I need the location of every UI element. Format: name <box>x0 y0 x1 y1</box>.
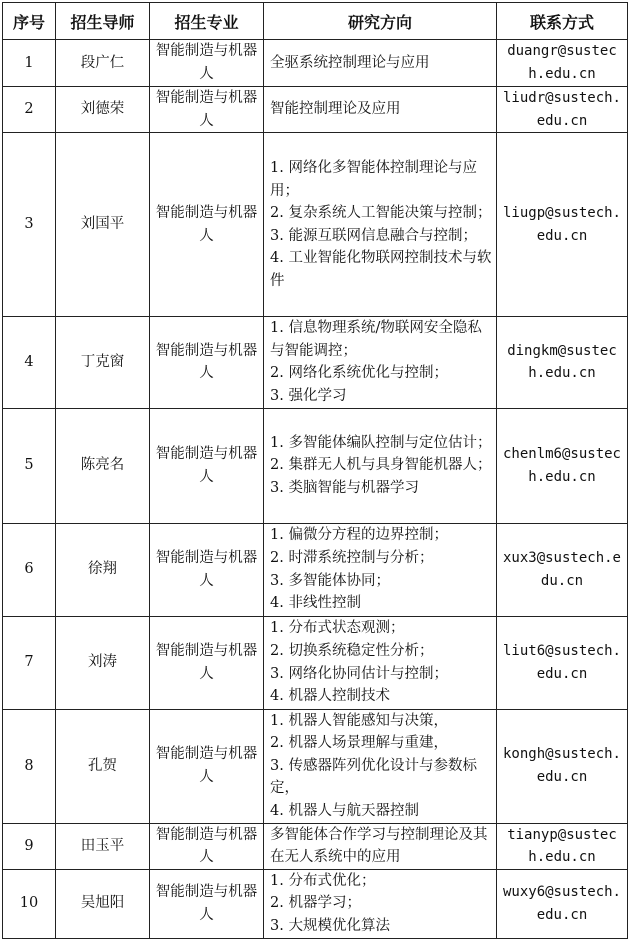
direction-item: 3. 能源互联网信息融合与控制； <box>270 227 477 244</box>
major-name: 智能制造与机器人 <box>150 616 264 709</box>
direction-item: 4. 机器人与航天器控制 <box>270 802 419 819</box>
direction-item: 3. 强化学习 <box>270 387 347 404</box>
direction-item: 1. 网络化多智能体控制理论与应用； <box>270 159 477 199</box>
contact-email: xux3@sustech.edu.cn <box>497 523 628 616</box>
major-name: 智能制造与机器人 <box>150 709 264 823</box>
direction-item: 1. 分布式优化； <box>270 872 376 889</box>
major-name: 智能制造与机器人 <box>150 523 264 616</box>
major-name: 智能制造与机器人 <box>150 87 264 133</box>
supervisor-name: 段广仁 <box>56 40 150 87</box>
direction-item: 智能控制理论及应用 <box>270 101 401 118</box>
supervisor-name: 刘国平 <box>56 133 150 317</box>
contact-email: liudr@sustech.edu.cn <box>497 87 628 133</box>
table-header-row <box>3 3 628 40</box>
supervisor-name: 孔贺 <box>56 709 150 823</box>
header-major: 招生专业 <box>150 3 264 40</box>
header-contact: 联系方式 <box>497 3 628 40</box>
row-number: 7 <box>3 616 56 709</box>
research-direction <box>264 616 497 709</box>
supervisor-name: 陈亮名 <box>56 408 150 523</box>
contact-email: liut6@sustech.edu.cn <box>497 616 628 709</box>
row-number: 8 <box>3 709 56 823</box>
supervisor-name: 刘涛 <box>56 616 150 709</box>
direction-item: 2. 复杂系统人工智能决策与控制； <box>270 205 492 222</box>
research-direction <box>264 523 497 616</box>
direction-item: 4. 机器人控制技术 <box>270 688 390 705</box>
research-direction <box>264 317 497 408</box>
table-row <box>3 40 628 87</box>
table-row <box>3 87 628 133</box>
major-name: 智能制造与机器人 <box>150 869 264 938</box>
table-row <box>3 616 628 709</box>
supervisor-table <box>2 2 628 939</box>
contact-email: liugp@sustech.edu.cn <box>497 133 628 317</box>
direction-item: 3. 类脑智能与机器学习 <box>270 479 419 496</box>
direction-item: 1. 机器人智能感知与决策， <box>270 712 448 729</box>
table-row <box>3 408 628 523</box>
row-number: 6 <box>3 523 56 616</box>
supervisor-name: 田玉平 <box>56 823 150 869</box>
direction-item: 2. 网络化系统优化与控制； <box>270 365 448 382</box>
contact-email: dingkm@sustech.edu.cn <box>497 317 628 408</box>
research-direction <box>264 87 497 133</box>
row-number: 10 <box>3 869 56 938</box>
row-number: 4 <box>3 317 56 408</box>
supervisor-name: 刘德荣 <box>56 87 150 133</box>
direction-item: 1. 信息物理系统/物联网安全隐私与智能调控； <box>270 320 482 359</box>
table-row <box>3 823 628 869</box>
major-name: 智能制造与机器人 <box>150 823 264 869</box>
table-row <box>3 869 628 938</box>
major-name: 智能制造与机器人 <box>150 133 264 317</box>
row-number: 3 <box>3 133 56 317</box>
major-name: 智能制造与机器人 <box>150 317 264 408</box>
research-direction <box>264 823 497 869</box>
research-direction <box>264 40 497 87</box>
table-row <box>3 133 628 317</box>
header-no: 序号 <box>3 3 56 40</box>
contact-email: wuxy6@sustech.edu.cn <box>497 869 628 938</box>
contact-email: kongh@sustech.edu.cn <box>497 709 628 823</box>
contact-email: tianyp@sustech.edu.cn <box>497 823 628 869</box>
direction-item: 3. 多智能体协同； <box>270 572 390 589</box>
direction-item: 2. 机器人场景理解与重建， <box>270 735 448 752</box>
direction-item: 1. 偏微分方程的边界控制； <box>270 527 448 544</box>
direction-item: 2. 切换系统稳定性分析； <box>270 642 434 659</box>
research-direction <box>264 709 497 823</box>
row-number: 9 <box>3 823 56 869</box>
table-row <box>3 523 628 616</box>
direction-item: 多智能体合作学习与控制理论及其在无人系统中的应用 <box>270 826 488 866</box>
direction-item: 全驱系统控制理论与应用 <box>270 54 430 71</box>
header-supervisor: 招生导师 <box>56 3 150 40</box>
major-name: 智能制造与机器人 <box>150 408 264 523</box>
direction-item: 2. 集群无人机与具身智能机器人； <box>270 457 492 474</box>
row-number: 1 <box>3 40 56 87</box>
header-direction: 研究方向 <box>264 3 497 40</box>
direction-item: 3. 传感器阵列优化设计与参数标定， <box>270 757 477 797</box>
direction-item: 1. 分布式状态观测； <box>270 620 405 637</box>
direction-item: 1. 多智能体编队控制与定位估计； <box>270 434 492 451</box>
research-direction <box>264 408 497 523</box>
supervisor-name: 丁克窗 <box>56 317 150 408</box>
contact-email: chenlm6@sustech.edu.cn <box>497 408 628 523</box>
research-direction <box>264 869 497 938</box>
direction-item: 4. 工业智能化物联网控制技术与软件 <box>270 250 492 289</box>
direction-item: 3. 网络化协同估计与控制； <box>270 665 448 682</box>
table-body <box>3 40 628 939</box>
direction-item: 4. 非线性控制 <box>270 595 361 612</box>
supervisor-name: 徐翔 <box>56 523 150 616</box>
direction-item: 2. 时滞系统控制与分析； <box>270 549 434 566</box>
table-row <box>3 317 628 408</box>
research-direction <box>264 133 497 317</box>
direction-item: 3. 大规模优化算法 <box>270 917 390 934</box>
direction-item: 2. 机器学习； <box>270 895 361 912</box>
contact-email: duangr@sustech.edu.cn <box>497 40 628 87</box>
table-row <box>3 709 628 823</box>
supervisor-name: 吴旭阳 <box>56 869 150 938</box>
row-number: 2 <box>3 87 56 133</box>
major-name: 智能制造与机器人 <box>150 40 264 87</box>
row-number: 5 <box>3 408 56 523</box>
